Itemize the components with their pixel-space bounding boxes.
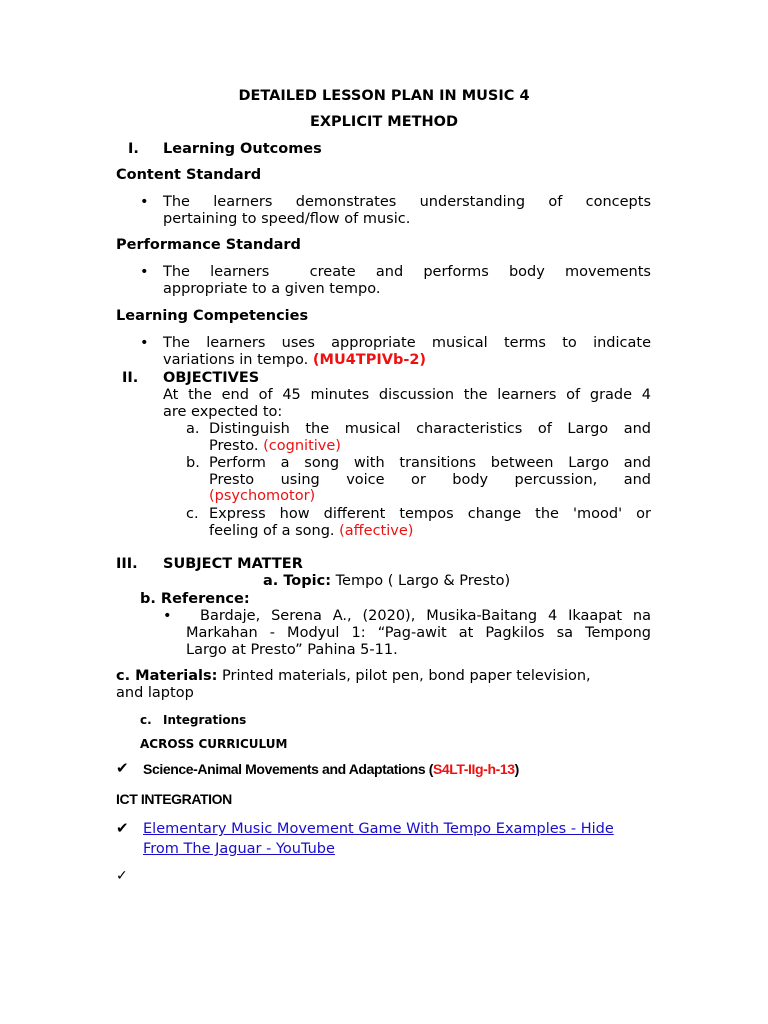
bullet-icon: • [140,335,149,351]
topic-line [263,573,510,590]
list-marker: a. [186,421,200,437]
list-marker: c. [186,506,199,522]
ict-integration-label: ICT INTEGRATION [116,791,232,807]
checkmark-icon: ✔ [116,759,129,777]
performance-standard-text: The learners create and performs body movements [163,264,651,280]
materials-value: and laptop [116,685,194,701]
section-heading: Learning Outcomes [163,141,322,157]
content-standard-heading: Content Standard [116,167,262,183]
objective-item: Presto. (cognitive) [209,438,341,454]
reference-text: Largo at Presto” Pahina 5-11. [186,642,398,658]
section-number: II. [122,370,139,386]
objective-domain: (affective) [339,523,414,539]
reference-label: b. Reference: [140,591,250,607]
topic-label: a. Topic: [263,573,332,589]
objectives-intro: are expected to: [163,404,283,420]
list-marker: b. [186,455,200,471]
bullet-icon: • [163,608,172,624]
across-curriculum-label: ACROSS CURRICULUM [140,737,288,751]
science-integration: Science-Animal Movements and Adaptations (S4LT-IIg-h-13) [143,761,519,777]
objective-domain: (psychomotor) [209,488,316,504]
performance-standard-heading: Performance Standard [116,237,301,253]
objective-item: Distinguish the musical characteristics of Largo and [209,421,651,437]
youtube-link[interactable]: From The Jaguar - YouTube [143,841,335,857]
objective-item: Express how different tempos change the 'mood' or [209,506,651,522]
document-subtitle: EXPLICIT METHOD [309,114,459,130]
content-standard-text: The learners demonstrates understanding of concepts [163,194,651,210]
objectives-intro: At the end of 45 minutes discussion the learners of grade 4 [163,387,651,403]
section-heading: SUBJECT MATTER [163,556,303,572]
bullet-icon: • [140,264,149,280]
performance-standard-text: appropriate to a given tempo. [163,281,381,297]
section-number: I. [128,141,139,157]
topic-value: Tempo ( Largo & Presto) [335,573,511,589]
objective-domain: (cognitive) [263,438,341,454]
section-number: III. [116,556,138,572]
section-heading: OBJECTIVES [163,370,260,386]
list-marker: c. [140,713,152,727]
document-title: DETAILED LESSON PLAN IN MUSIC 4 [238,88,530,104]
integrations-label: Integrations [163,713,247,727]
learning-competencies-heading: Learning Competencies [116,308,309,324]
checkmark-icon: ✓ [116,868,128,884]
learning-competencies-text: The learners uses appropriate musical terms to indicate [163,335,651,351]
objective-item: Perform a song with transitions between Largo and [209,455,651,471]
science-code: S4LT-IIg-h-13 [432,761,515,777]
bullet-icon: • [140,194,149,210]
materials-line [116,668,591,685]
reference-text: Markahan - Modyul 1: “Pag-awit at Pagkilos sa Tempong [186,625,651,641]
objective-item: Presto using voice or body percussion, and [209,472,651,488]
objective-item: feeling of a song. (affective) [209,523,414,539]
youtube-link[interactable]: Elementary Music Movement Game With Tempo Examples - Hide [143,821,614,837]
competency-code: (MU4TPIVb-2) [312,352,427,368]
materials-label: c. Materials: [116,668,218,684]
checkmark-icon: ✔ [116,819,129,837]
content-standard-text: pertaining to speed/flow of music. [163,211,411,227]
learning-competencies-text: variations in tempo. (MU4TPIVb-2) [163,352,427,368]
reference-text: Bardaje, Serena A., (2020), Musika-Baitang 4 Ikaapat na [200,608,651,624]
materials-value: Printed materials, pilot pen, bond paper television, [222,668,591,684]
